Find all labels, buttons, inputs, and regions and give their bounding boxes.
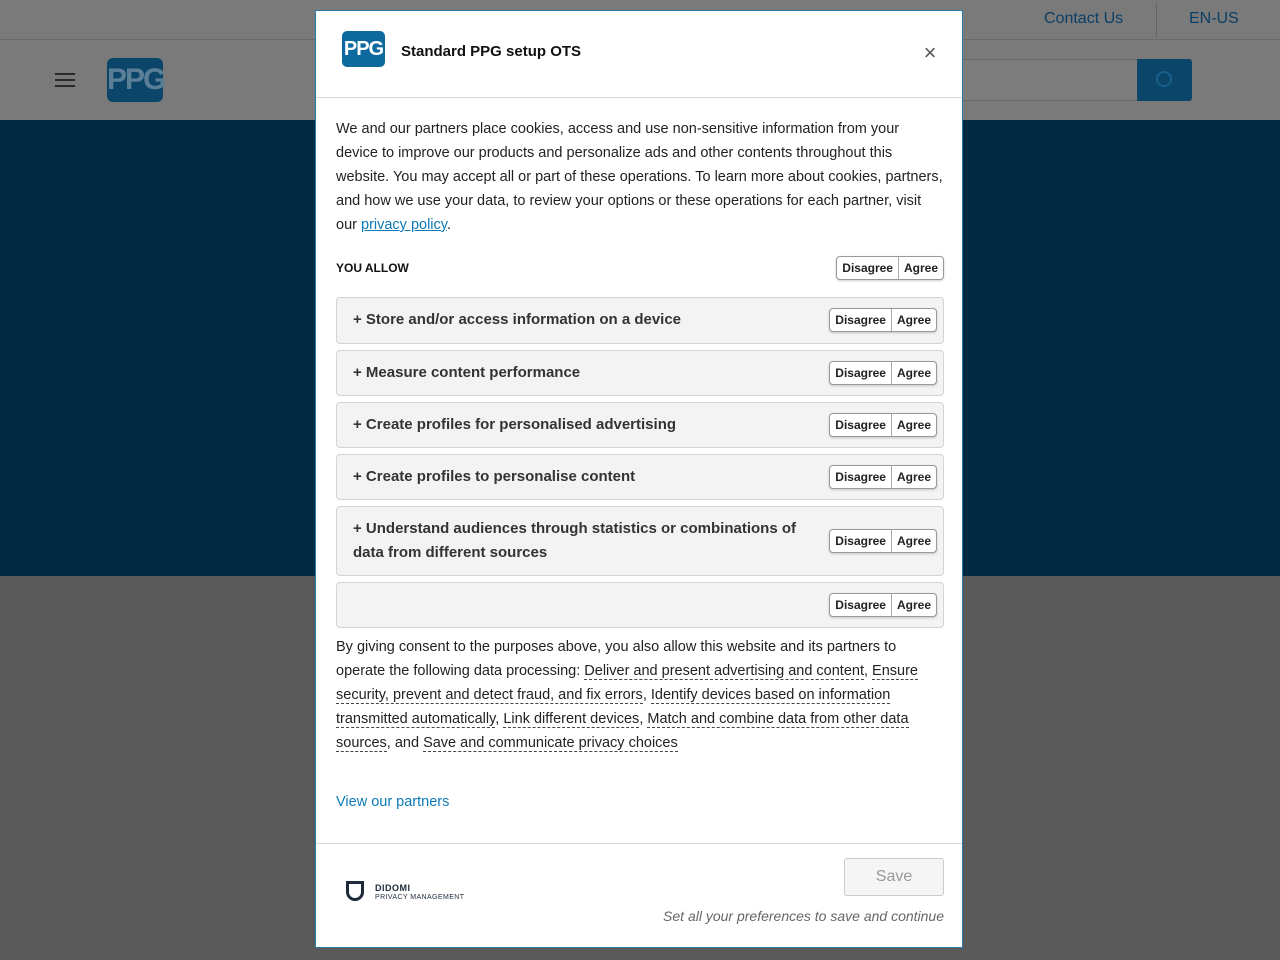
agree-button[interactable]: Agree [891,362,936,384]
modal-footer [316,843,962,948]
processing-link[interactable]: Ensure security, prevent and detect fraud, and fix errors [336,663,918,703]
didomi-brand: DIDOMI [375,883,411,893]
purpose-item[interactable] [336,350,944,396]
intro-end: . [446,217,451,233]
processing-link[interactable]: Identify devices based on information transmitted automatically [336,687,891,727]
agree-button[interactable]: Agree [891,594,936,616]
you-allow-label: YOU ALLOW [336,261,409,275]
processing-sep: , [863,663,873,679]
purpose-toggle [829,529,937,553]
you-allow-row [336,256,944,282]
language-selector[interactable]: EN-US [1189,10,1239,27]
processing-lead: By giving consent to the purposes above, you also allow this website and its partners to operate the following data processing: [336,639,897,679]
site-search-button[interactable] [1137,59,1192,101]
privacy-policy-link[interactable]: privacy policy [361,217,447,233]
processing-link[interactable]: Deliver and present advertising and content [584,663,864,679]
purpose-title[interactable]: + Create profiles for personalised advertising [353,416,677,433]
didomi-brand-sub: PRIVACY MANAGEMENT [375,894,465,901]
intro-text [336,117,944,237]
processing-sep: , [495,711,504,727]
processing-link[interactable]: Save and communicate privacy choices [423,735,678,751]
processing-link[interactable]: Link different devices [503,711,640,727]
purpose-toggle [829,593,937,617]
agree-button[interactable]: Agree [891,530,936,552]
modal-header [316,11,962,98]
modal-title: Standard PPG setup OTS [401,43,582,60]
disagree-button[interactable]: Disagree [835,366,886,380]
disagree-button[interactable]: Disagree [835,534,886,548]
topbar-divider [1156,2,1157,38]
view-partners-link[interactable]: View our partners [336,794,450,810]
contact-us-link[interactable]: Contact Us [1044,10,1124,27]
disagree-button[interactable]: Disagree [835,418,886,432]
additional-processing-text [336,635,942,755]
purposes-scroll-area[interactable] [336,117,944,612]
purpose-item[interactable] [336,402,944,448]
save-button[interactable]: Save [844,858,944,896]
purpose-title[interactable]: + Understand audiences through statistics or combinations of data from different sources [353,520,796,561]
purpose-toggle [829,361,937,385]
didomi-shield-icon [346,881,364,901]
agree-button[interactable]: Agree [891,309,936,331]
close-icon[interactable]: × [923,40,937,65]
agree-button[interactable]: Agree [891,414,936,436]
purpose-toggle [829,465,937,489]
purpose-toggle [829,413,937,437]
processing-link[interactable]: Match and combine data from other data sources [336,711,909,751]
disagree-all-button[interactable]: Disagree [842,261,893,275]
disagree-button[interactable]: Disagree [835,470,886,484]
purpose-item-partial[interactable] [336,582,944,628]
purpose-item[interactable] [336,454,944,500]
site-logo[interactable]: PPG [107,58,163,102]
hamburger-menu-icon[interactable] [55,73,75,87]
purpose-item[interactable] [336,297,944,344]
agree-button[interactable]: Agree [891,466,936,488]
purpose-title[interactable]: + Measure content performance [353,364,581,381]
save-hint: Set all your preferences to save and continue [663,908,944,924]
consent-modal [315,10,963,948]
purpose-title[interactable]: + Create profiles to personalise content [353,468,636,485]
disagree-button[interactable]: Disagree [835,598,886,612]
purpose-toggle [829,308,937,332]
processing-sep: , [639,711,648,727]
didomi-logo [346,881,476,907]
all-consent-toggle [836,256,944,280]
purpose-item[interactable] [336,506,944,576]
agree-all-button[interactable]: Agree [898,257,943,279]
processing-and: , and [386,735,424,751]
search-icon [1156,71,1172,87]
intro-body: We and our partners place cookies, access and use non-sensitive information from your device to improve our products and personalize ads and other contents throughout this website. You may accept all or part of these operations. To learn more about cookies, partners, and how we use your data, to review your options or these operations for each partner, visit our [336,121,943,233]
ppg-logo: PPG [342,31,385,67]
site-search-input[interactable] [960,59,1139,101]
purpose-title[interactable]: + Store and/or access information on a device [353,311,682,328]
disagree-button[interactable]: Disagree [835,313,886,327]
processing-sep: , [642,687,651,703]
